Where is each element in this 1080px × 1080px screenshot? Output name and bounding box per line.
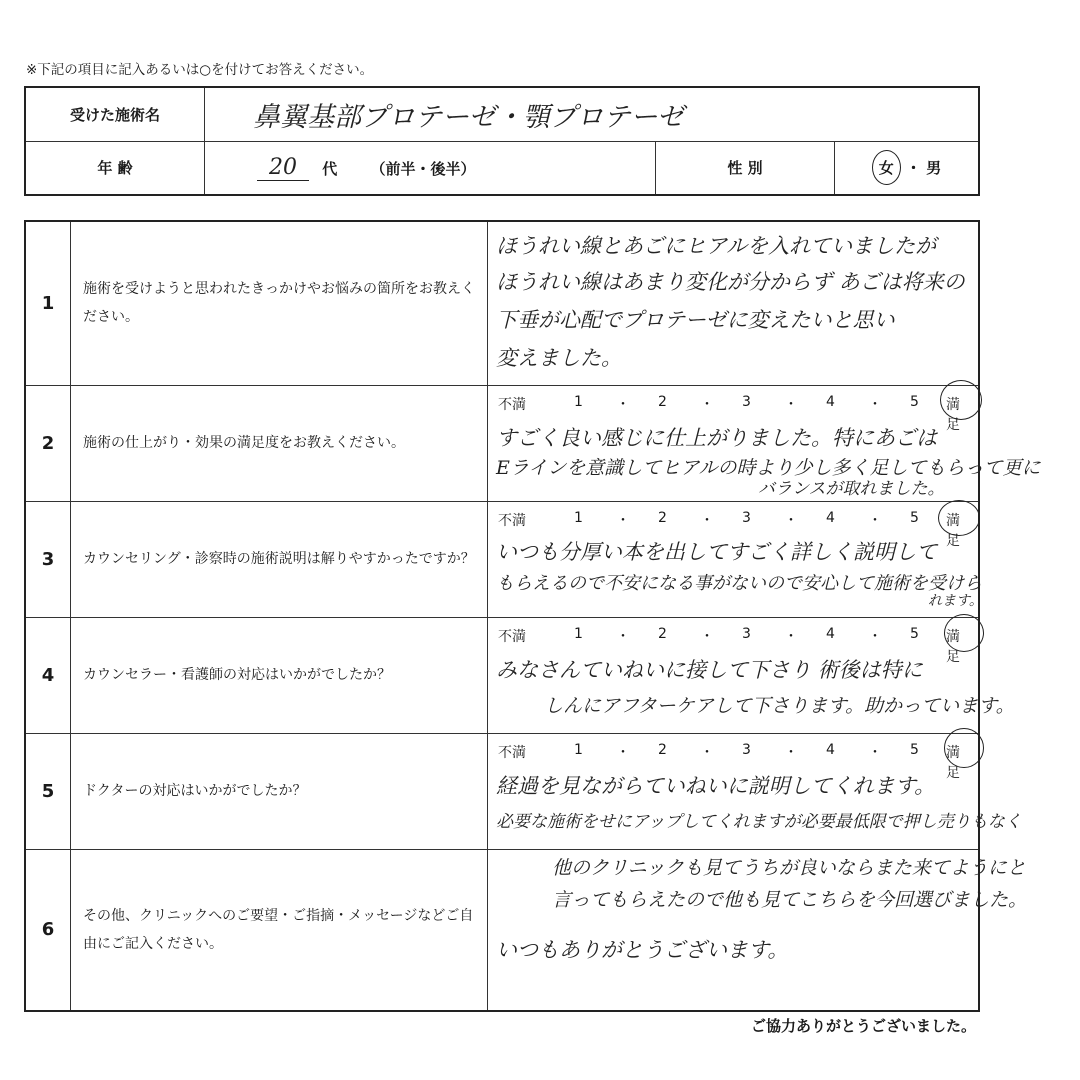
answer-line: Eラインを意識してヒアルの時より少し多く足してもらって更に [496, 456, 1041, 479]
answer-line: 下垂が心配でプロテーゼに変えたいと思い [496, 308, 895, 332]
scale-2: 2 [658, 741, 667, 758]
info-table [24, 86, 980, 196]
selected-circle [938, 500, 980, 536]
age-label: 年 齢 [25, 141, 205, 195]
scale-dot: ・ [700, 744, 714, 761]
gender-label: 性 別 [656, 141, 835, 195]
scale-5: 5 [910, 741, 919, 758]
answer-line: いつも分厚い本を出してすごく詳しく説明して [496, 539, 937, 564]
question-number: 3 [25, 501, 71, 617]
scale-dot: ・ [784, 512, 798, 529]
scale-dot: ・ [616, 512, 630, 529]
answer-line: 他のクリニックも見てうちが良いならまた来てようにと [552, 856, 1026, 879]
scale-dot: ・ [784, 744, 798, 761]
answer-cell [488, 385, 1041, 501]
answer-line: いつもありがとうございます。 [496, 937, 789, 962]
scale-4: 4 [826, 741, 835, 758]
question-row-1 [25, 221, 979, 385]
selected-circle [940, 380, 982, 420]
answer-line: しんにアフターケアして下さります。助かっています。 [544, 694, 1015, 717]
thanks-text: ご協力ありがとうございました。 [750, 1017, 976, 1035]
question-text: カウンセラー・看護師の対応はいかがでしたか？ [71, 617, 488, 733]
question-row-5 [25, 733, 979, 849]
scale-dot: ・ [868, 512, 882, 529]
scale-high: 満足 [946, 744, 960, 781]
question-row-4 [25, 617, 979, 733]
scale-dot: ・ [868, 628, 882, 645]
scale-low: 不満 [498, 628, 526, 645]
scale-dot: ・ [784, 396, 798, 413]
scale-2: 2 [658, 625, 667, 642]
answer-line: 経過を見ながらていねいに説明してくれます。 [496, 773, 936, 798]
rating-scale [498, 390, 972, 433]
scale-dot: ・ [616, 628, 630, 645]
answer-cell [488, 849, 1028, 1011]
scale-1: 1 [574, 393, 583, 410]
scale-dot: ・ [700, 628, 714, 645]
scale-dot: ・ [700, 396, 714, 413]
question-number: 1 [25, 221, 71, 385]
answer-line: 言ってもらえたので他も見てこちらを今回選びました。 [552, 888, 1028, 911]
gender-sep: ・ [905, 159, 921, 178]
scale-4: 4 [826, 625, 835, 642]
answer-line: バランスが取れました。 [758, 478, 945, 499]
question-text: 施術を受けようと思われたきっかけやお悩みの箇所をお教えください。 [71, 221, 488, 385]
scale-dot: ・ [616, 396, 630, 413]
scale-5: 5 [910, 393, 919, 410]
age-unit: 代 [322, 160, 338, 179]
scale-low: 不満 [498, 512, 526, 529]
scale-dot: ・ [700, 512, 714, 529]
scale-1: 1 [574, 509, 583, 526]
question-number: 2 [25, 385, 71, 501]
scale-3: 3 [742, 393, 751, 410]
question-number: 5 [25, 733, 71, 849]
scale-high: 満足 [946, 628, 960, 665]
scale-1: 1 [574, 625, 583, 642]
question-row-3 [25, 501, 979, 617]
scale-5: 5 [910, 625, 919, 642]
answer-cell [488, 733, 1022, 849]
scale-5: 5 [910, 509, 919, 526]
instruction-text: ※下記の項目に記入あるいは○を付けてお答えください。 [26, 62, 374, 78]
selected-circle [944, 728, 984, 768]
age-value: 20 [257, 155, 309, 181]
answer-cell [488, 221, 980, 385]
age-half: （前半・後半） [370, 160, 476, 179]
scale-2: 2 [658, 393, 667, 410]
answer-line: 変えました。 [496, 346, 622, 370]
rating-scale [498, 738, 972, 781]
survey-table [24, 220, 1041, 1012]
scale-dot: ・ [868, 396, 882, 413]
answer-line: れます。 [928, 592, 983, 609]
answer-line: もらえるので不安になる事がないので安心して施術を受けら [496, 572, 982, 594]
question-number: 6 [25, 849, 71, 1011]
answer-line: 必要な施術をせにアップしてくれますが必要最低限で押し売りもなく [496, 811, 1022, 832]
question-text: カウンセリング・診察時の施術説明は解りやすかったですか？ [71, 501, 488, 617]
scale-dot: ・ [784, 628, 798, 645]
question-text: ドクターの対応はいかがでしたか？ [71, 733, 488, 849]
answer-line: すごく良い感じに仕上がりました。特にあごは [496, 425, 937, 450]
gender-male: 男 [926, 159, 942, 178]
question-number: 4 [25, 617, 71, 733]
question-text: 施術の仕上がり・効果の満足度をお教えください。 [71, 385, 488, 501]
question-row-6 [25, 849, 979, 1011]
scale-low: 不満 [498, 744, 526, 761]
scale-dot: ・ [616, 744, 630, 761]
scale-4: 4 [826, 393, 835, 410]
scale-high: 満足 [946, 396, 960, 433]
scale-3: 3 [742, 509, 751, 526]
scale-high: 満足 [946, 512, 960, 549]
answer-line: ほうれい線はあまり変化が分からず あごは将来の [496, 270, 965, 294]
answer-line: みなさんていねいに接して下さり 術後は特に [496, 657, 923, 682]
rating-scale [498, 506, 972, 549]
scale-3: 3 [742, 741, 751, 758]
scale-2: 2 [658, 509, 667, 526]
question-row-2 [25, 385, 979, 501]
scale-low: 不満 [498, 396, 526, 413]
scale-1: 1 [574, 741, 583, 758]
answer-cell [488, 617, 1015, 733]
question-text: その他、クリニックへのご要望・ご指摘・メッセージなどご自由にご記入ください。 [71, 849, 488, 1011]
selected-circle [944, 614, 984, 652]
scale-dot: ・ [868, 744, 882, 761]
rating-scale [498, 622, 972, 665]
treatment-value: 鼻翼基部プロテーゼ・顎プロテーゼ [253, 101, 684, 133]
scale-3: 3 [742, 625, 751, 642]
treatment-label: 受けた施術名 [25, 87, 205, 141]
scale-4: 4 [826, 509, 835, 526]
answer-line: ほうれい線とあごにヒアルを入れていましたが [496, 234, 937, 258]
gender-female: 女 [872, 150, 901, 185]
answer-cell [488, 501, 983, 617]
